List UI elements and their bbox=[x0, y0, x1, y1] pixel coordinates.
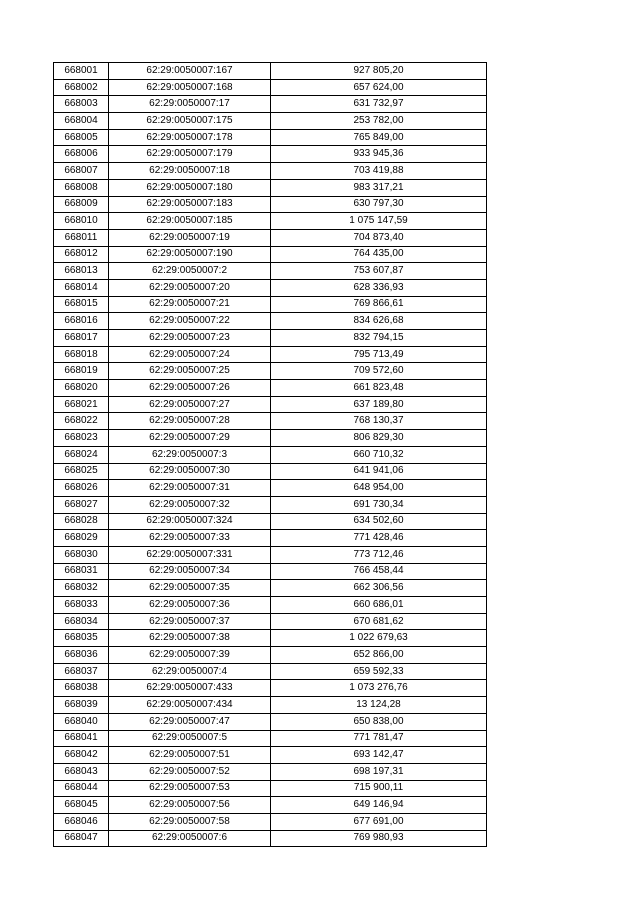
row-number-cell: 668041 bbox=[54, 730, 109, 747]
value-cell: 773 712,46 bbox=[271, 546, 487, 563]
table-row bbox=[54, 196, 487, 213]
cadastral-number-cell: 62:29:0050007:56 bbox=[109, 797, 271, 814]
row-number-cell: 668022 bbox=[54, 413, 109, 430]
row-number-cell: 668030 bbox=[54, 546, 109, 563]
cadastral-number-cell: 62:29:0050007:33 bbox=[109, 530, 271, 547]
value-cell: 630 797,30 bbox=[271, 196, 487, 213]
row-number-cell: 668037 bbox=[54, 663, 109, 680]
table-row bbox=[54, 63, 487, 80]
table-row bbox=[54, 813, 487, 830]
row-number-cell: 668020 bbox=[54, 380, 109, 397]
row-number-cell: 668014 bbox=[54, 279, 109, 296]
table-row bbox=[54, 296, 487, 313]
row-number-cell: 668003 bbox=[54, 96, 109, 113]
cadastral-number-cell: 62:29:0050007:3 bbox=[109, 446, 271, 463]
table-row bbox=[54, 163, 487, 180]
table-row bbox=[54, 463, 487, 480]
cadastral-number-cell: 62:29:0050007:17 bbox=[109, 96, 271, 113]
cadastral-number-cell: 62:29:0050007:37 bbox=[109, 613, 271, 630]
value-cell: 657 624,00 bbox=[271, 79, 487, 96]
table-row bbox=[54, 446, 487, 463]
value-cell: 795 713,49 bbox=[271, 346, 487, 363]
cadastral-number-cell: 62:29:0050007:18 bbox=[109, 163, 271, 180]
value-cell: 648 954,00 bbox=[271, 480, 487, 497]
row-number-cell: 668047 bbox=[54, 830, 109, 847]
row-number-cell: 668039 bbox=[54, 697, 109, 714]
cadastral-number-cell: 62:29:0050007:23 bbox=[109, 330, 271, 347]
table-row bbox=[54, 480, 487, 497]
row-number-cell: 668028 bbox=[54, 513, 109, 530]
cadastral-number-cell: 62:29:0050007:175 bbox=[109, 113, 271, 130]
value-cell: 698 197,31 bbox=[271, 763, 487, 780]
row-number-cell: 668023 bbox=[54, 430, 109, 447]
cadastral-number-cell: 62:29:0050007:20 bbox=[109, 279, 271, 296]
row-number-cell: 668006 bbox=[54, 146, 109, 163]
row-number-cell: 668001 bbox=[54, 63, 109, 80]
cadastral-number-cell: 62:29:0050007:183 bbox=[109, 196, 271, 213]
cadastral-number-cell: 62:29:0050007:180 bbox=[109, 179, 271, 196]
cadastral-number-cell: 62:29:0050007:331 bbox=[109, 546, 271, 563]
value-cell: 670 681,62 bbox=[271, 613, 487, 630]
cadastral-number-cell: 62:29:0050007:47 bbox=[109, 713, 271, 730]
cadastral-number-cell: 62:29:0050007:19 bbox=[109, 229, 271, 246]
cadastral-number-cell: 62:29:0050007:21 bbox=[109, 296, 271, 313]
table-row bbox=[54, 513, 487, 530]
table-row bbox=[54, 563, 487, 580]
table-row bbox=[54, 179, 487, 196]
row-number-cell: 668027 bbox=[54, 496, 109, 513]
row-number-cell: 668010 bbox=[54, 213, 109, 230]
table-row bbox=[54, 780, 487, 797]
cadastral-number-cell: 62:29:0050007:38 bbox=[109, 630, 271, 647]
table-row bbox=[54, 413, 487, 430]
value-cell: 764 435,00 bbox=[271, 246, 487, 263]
value-cell: 649 146,94 bbox=[271, 797, 487, 814]
table-row bbox=[54, 546, 487, 563]
row-number-cell: 668035 bbox=[54, 630, 109, 647]
value-cell: 771 781,47 bbox=[271, 730, 487, 747]
table-row bbox=[54, 597, 487, 614]
row-number-cell: 668038 bbox=[54, 680, 109, 697]
table-row bbox=[54, 747, 487, 764]
value-cell: 768 130,37 bbox=[271, 413, 487, 430]
row-number-cell: 668011 bbox=[54, 229, 109, 246]
cadastral-number-cell: 62:29:0050007:2 bbox=[109, 263, 271, 280]
cadastral-number-cell: 62:29:0050007:168 bbox=[109, 79, 271, 96]
cadastral-number-cell: 62:29:0050007:185 bbox=[109, 213, 271, 230]
cadastral-number-cell: 62:29:0050007:27 bbox=[109, 396, 271, 413]
cadastral-number-cell: 62:29:0050007:25 bbox=[109, 363, 271, 380]
table-row bbox=[54, 680, 487, 697]
row-number-cell: 668031 bbox=[54, 563, 109, 580]
value-cell: 661 823,48 bbox=[271, 380, 487, 397]
cadastral-number-cell: 62:29:0050007:4 bbox=[109, 663, 271, 680]
table-row bbox=[54, 96, 487, 113]
table-row bbox=[54, 330, 487, 347]
row-number-cell: 668019 bbox=[54, 363, 109, 380]
value-cell: 933 945,36 bbox=[271, 146, 487, 163]
value-cell: 709 572,60 bbox=[271, 363, 487, 380]
row-number-cell: 668032 bbox=[54, 580, 109, 597]
cadastral-number-cell: 62:29:0050007:178 bbox=[109, 129, 271, 146]
table-row bbox=[54, 229, 487, 246]
row-number-cell: 668013 bbox=[54, 263, 109, 280]
table-row bbox=[54, 697, 487, 714]
cadastral-number-cell: 62:29:0050007:35 bbox=[109, 580, 271, 597]
row-number-cell: 668007 bbox=[54, 163, 109, 180]
row-number-cell: 668012 bbox=[54, 246, 109, 263]
cadastral-number-cell: 62:29:0050007:434 bbox=[109, 697, 271, 714]
value-cell: 715 900,11 bbox=[271, 780, 487, 797]
row-number-cell: 668033 bbox=[54, 597, 109, 614]
value-cell: 703 419,88 bbox=[271, 163, 487, 180]
cadastral-number-cell: 62:29:0050007:30 bbox=[109, 463, 271, 480]
table-row bbox=[54, 279, 487, 296]
value-cell: 13 124,28 bbox=[271, 697, 487, 714]
row-number-cell: 668042 bbox=[54, 747, 109, 764]
cadastral-number-cell: 62:29:0050007:190 bbox=[109, 246, 271, 263]
value-cell: 631 732,97 bbox=[271, 96, 487, 113]
table-row bbox=[54, 647, 487, 664]
row-number-cell: 668034 bbox=[54, 613, 109, 630]
cadastral-number-cell: 62:29:0050007:36 bbox=[109, 597, 271, 614]
cadastral-number-cell: 62:29:0050007:28 bbox=[109, 413, 271, 430]
row-number-cell: 668017 bbox=[54, 330, 109, 347]
row-number-cell: 668043 bbox=[54, 763, 109, 780]
table-row bbox=[54, 797, 487, 814]
value-cell: 691 730,34 bbox=[271, 496, 487, 513]
cadastral-number-cell: 62:29:0050007:179 bbox=[109, 146, 271, 163]
value-cell: 834 626,68 bbox=[271, 313, 487, 330]
value-cell: 660 710,32 bbox=[271, 446, 487, 463]
cadastral-number-cell: 62:29:0050007:58 bbox=[109, 813, 271, 830]
cadastral-number-cell: 62:29:0050007:5 bbox=[109, 730, 271, 747]
table-row bbox=[54, 113, 487, 130]
row-number-cell: 668026 bbox=[54, 480, 109, 497]
value-cell: 641 941,06 bbox=[271, 463, 487, 480]
cadastral-number-cell: 62:29:0050007:22 bbox=[109, 313, 271, 330]
value-cell: 660 686,01 bbox=[271, 597, 487, 614]
value-cell: 1 073 276,76 bbox=[271, 680, 487, 697]
row-number-cell: 668021 bbox=[54, 396, 109, 413]
value-cell: 693 142,47 bbox=[271, 747, 487, 764]
cadastral-value-table bbox=[53, 62, 487, 847]
cadastral-number-cell: 62:29:0050007:31 bbox=[109, 480, 271, 497]
cadastral-number-cell: 62:29:0050007:39 bbox=[109, 647, 271, 664]
row-number-cell: 668046 bbox=[54, 813, 109, 830]
value-cell: 983 317,21 bbox=[271, 179, 487, 196]
row-number-cell: 668036 bbox=[54, 647, 109, 664]
value-cell: 677 691,00 bbox=[271, 813, 487, 830]
table-row bbox=[54, 663, 487, 680]
row-number-cell: 668018 bbox=[54, 346, 109, 363]
value-cell: 652 866,00 bbox=[271, 647, 487, 664]
cadastral-number-cell: 62:29:0050007:34 bbox=[109, 563, 271, 580]
cadastral-number-cell: 62:29:0050007:51 bbox=[109, 747, 271, 764]
value-cell: 753 607,87 bbox=[271, 263, 487, 280]
row-number-cell: 668016 bbox=[54, 313, 109, 330]
row-number-cell: 668029 bbox=[54, 530, 109, 547]
table-row bbox=[54, 613, 487, 630]
table-row bbox=[54, 263, 487, 280]
value-cell: 659 592,33 bbox=[271, 663, 487, 680]
table-row bbox=[54, 213, 487, 230]
cadastral-number-cell: 62:29:0050007:52 bbox=[109, 763, 271, 780]
table-row bbox=[54, 530, 487, 547]
cadastral-number-cell: 62:29:0050007:324 bbox=[109, 513, 271, 530]
value-cell: 628 336,93 bbox=[271, 279, 487, 296]
value-cell: 832 794,15 bbox=[271, 330, 487, 347]
row-number-cell: 668002 bbox=[54, 79, 109, 96]
table-row bbox=[54, 380, 487, 397]
table-row bbox=[54, 146, 487, 163]
value-cell: 650 838,00 bbox=[271, 713, 487, 730]
table-row bbox=[54, 346, 487, 363]
row-number-cell: 668004 bbox=[54, 113, 109, 130]
table-row bbox=[54, 129, 487, 146]
cadastral-number-cell: 62:29:0050007:6 bbox=[109, 830, 271, 847]
value-cell: 765 849,00 bbox=[271, 129, 487, 146]
value-cell: 806 829,30 bbox=[271, 430, 487, 447]
row-number-cell: 668040 bbox=[54, 713, 109, 730]
cadastral-number-cell: 62:29:0050007:167 bbox=[109, 63, 271, 80]
table-row bbox=[54, 79, 487, 96]
cadastral-number-cell: 62:29:0050007:433 bbox=[109, 680, 271, 697]
table-row bbox=[54, 713, 487, 730]
cadastral-number-cell: 62:29:0050007:29 bbox=[109, 430, 271, 447]
table-row bbox=[54, 830, 487, 847]
row-number-cell: 668008 bbox=[54, 179, 109, 196]
row-number-cell: 668025 bbox=[54, 463, 109, 480]
row-number-cell: 668044 bbox=[54, 780, 109, 797]
table-row bbox=[54, 313, 487, 330]
value-cell: 769 866,61 bbox=[271, 296, 487, 313]
table-row bbox=[54, 763, 487, 780]
table-body bbox=[54, 63, 487, 847]
cadastral-number-cell: 62:29:0050007:53 bbox=[109, 780, 271, 797]
row-number-cell: 668045 bbox=[54, 797, 109, 814]
row-number-cell: 668015 bbox=[54, 296, 109, 313]
table-row bbox=[54, 430, 487, 447]
cadastral-number-cell: 62:29:0050007:32 bbox=[109, 496, 271, 513]
value-cell: 927 805,20 bbox=[271, 63, 487, 80]
row-number-cell: 668024 bbox=[54, 446, 109, 463]
row-number-cell: 668005 bbox=[54, 129, 109, 146]
cadastral-number-cell: 62:29:0050007:26 bbox=[109, 380, 271, 397]
table-row bbox=[54, 496, 487, 513]
table-row bbox=[54, 396, 487, 413]
value-cell: 769 980,93 bbox=[271, 830, 487, 847]
table-row bbox=[54, 630, 487, 647]
value-cell: 253 782,00 bbox=[271, 113, 487, 130]
table-row bbox=[54, 730, 487, 747]
value-cell: 1 022 679,63 bbox=[271, 630, 487, 647]
row-number-cell: 668009 bbox=[54, 196, 109, 213]
value-cell: 637 189,80 bbox=[271, 396, 487, 413]
value-cell: 634 502,60 bbox=[271, 513, 487, 530]
table-row bbox=[54, 580, 487, 597]
cadastral-number-cell: 62:29:0050007:24 bbox=[109, 346, 271, 363]
value-cell: 766 458,44 bbox=[271, 563, 487, 580]
table-row bbox=[54, 246, 487, 263]
value-cell: 662 306,56 bbox=[271, 580, 487, 597]
value-cell: 704 873,40 bbox=[271, 229, 487, 246]
value-cell: 771 428,46 bbox=[271, 530, 487, 547]
table-row bbox=[54, 363, 487, 380]
value-cell: 1 075 147,59 bbox=[271, 213, 487, 230]
